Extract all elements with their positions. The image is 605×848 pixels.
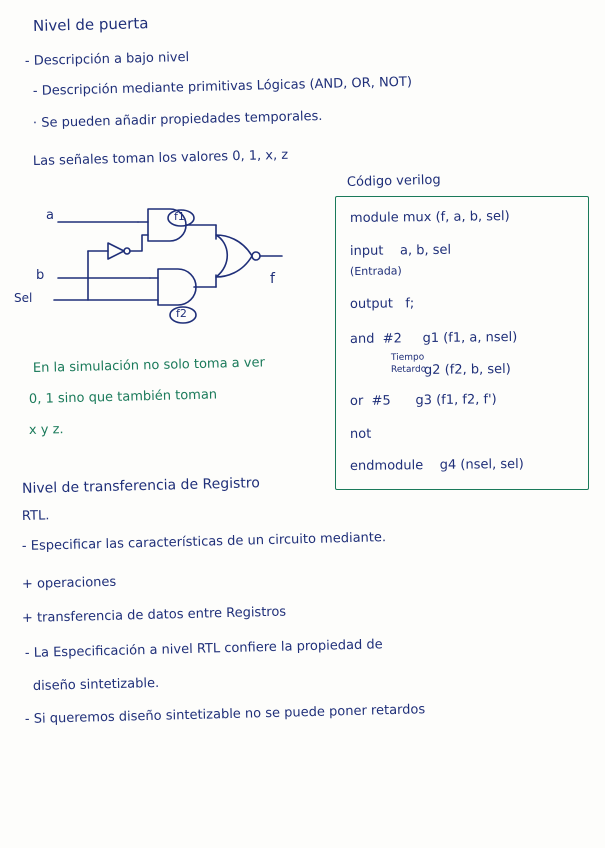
schematic-label-f2: f2 (176, 307, 187, 320)
schematic-label-f1: f1 (174, 210, 185, 223)
green-note-line-1: En la simulación no solo toma a ver (32, 355, 266, 376)
verilog-code-box (335, 196, 589, 490)
note-line-low-level: - Descripción a bajo nivel (24, 49, 190, 69)
schematic-label-b: b (36, 268, 45, 283)
code-delay-label-2: Retardo (390, 364, 427, 375)
rtl-line-6: - Si queremos diseño sintetizable no se puede poner retardos (24, 702, 426, 727)
schematic-label-f: f (270, 271, 275, 287)
rtl-section-title: Nivel de transferencia de Registro (21, 475, 260, 497)
rtl-line-4: - La Especificación a nivel RTL confiere la propiedad de (24, 637, 383, 661)
note-line-temporal: · Se pueden añadir propiedades temporales. (32, 108, 323, 131)
code-line-not: not (349, 426, 372, 442)
code-line-entrada: (Entrada) (349, 264, 402, 278)
code-line-module: module mux (f, a, b, sel) (349, 209, 510, 226)
code-line-g2: g2 (f2, b, sel) (423, 361, 511, 378)
rtl-section-subtitle: RTL. (21, 508, 50, 524)
code-box-heading: Código verilog (346, 172, 441, 190)
note-line-signal-values: Las señales toman los valores 0, 1, x, z (32, 147, 289, 169)
page-title: Nivel de puerta (32, 14, 149, 35)
rtl-line-2: + operaciones (21, 574, 117, 592)
rtl-line-5: diseño sintetizable. (32, 675, 160, 694)
code-line-and: and #2 g1 (f1, a, nsel) (349, 329, 518, 347)
rtl-line-1: - Especificar las características de un circuito mediante. (21, 530, 387, 554)
schematic-label-sel: Sel (14, 291, 33, 305)
code-line-or: or #5 g3 (f1, f2, f') (349, 392, 497, 409)
rtl-line-3: + transferencia de datos entre Registros (21, 604, 287, 626)
schematic-label-a: a (46, 208, 54, 223)
code-line-output: output f; (349, 296, 415, 312)
note-line-primitives: - Descripción mediante primitivas Lógicas (AND, OR, NOT) (32, 74, 413, 99)
green-note-line-3: x y z. (28, 422, 64, 438)
code-delay-label-1: Tiempo (390, 352, 425, 363)
code-line-endmodule: endmodule g4 (nsel, sel) (349, 456, 524, 474)
green-note-line-2: 0, 1 sino que también toman (28, 387, 218, 407)
code-line-input: input a, b, sel (349, 242, 452, 259)
